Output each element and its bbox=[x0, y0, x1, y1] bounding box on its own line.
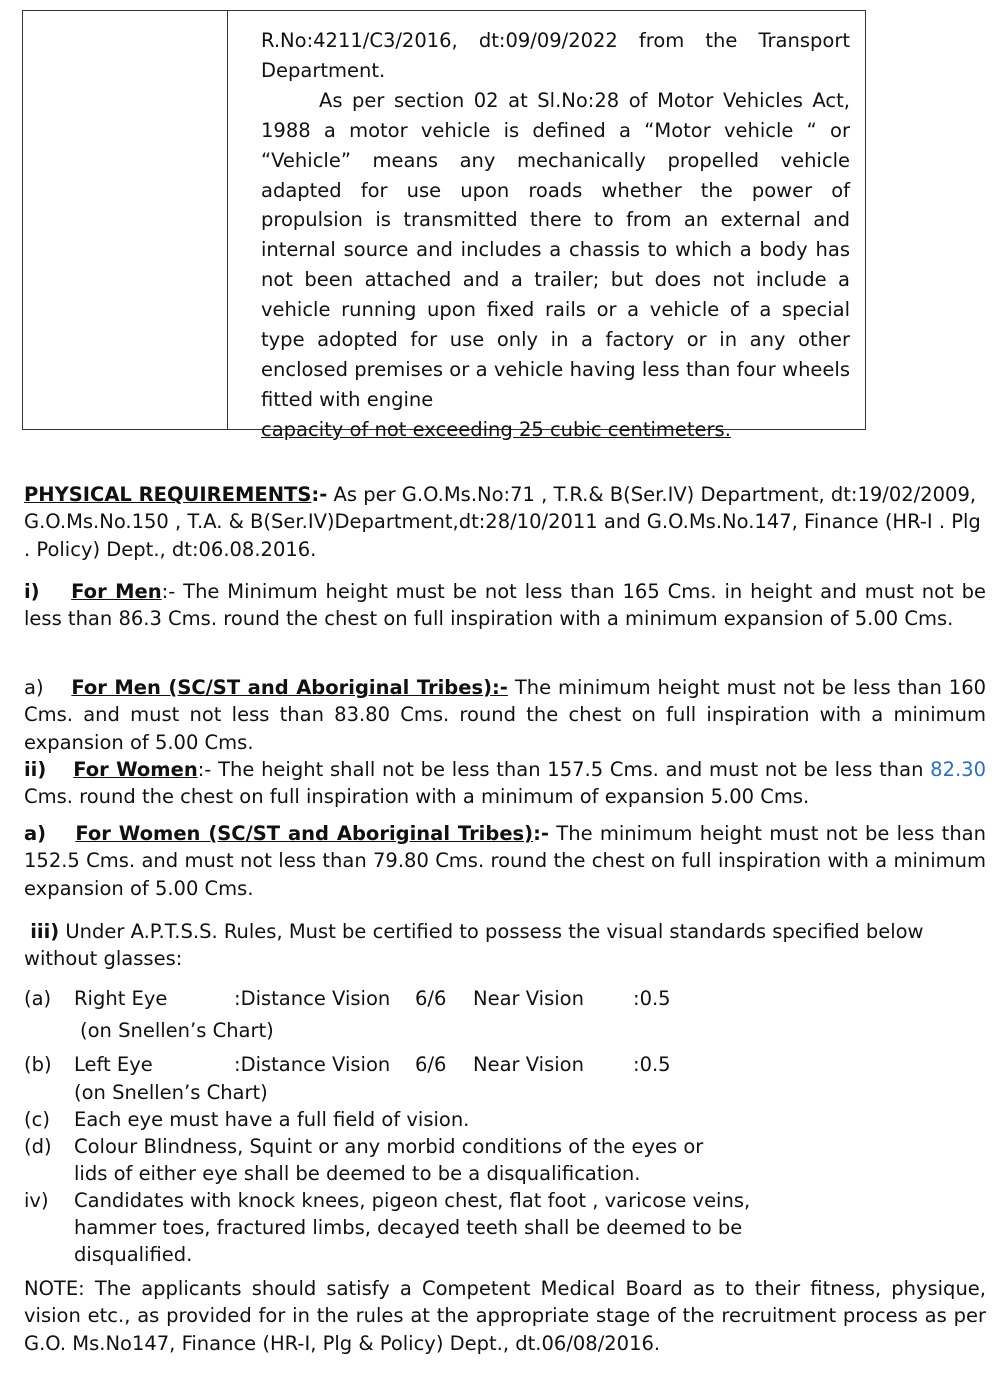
item-iv-text-3: disqualified. bbox=[74, 1243, 193, 1266]
men-requirement bbox=[24, 578, 986, 633]
women-text-2: Cms. round the chest on full inspiration with a minimum of expansion 5.00 Cms. bbox=[24, 785, 810, 809]
left-eye-near-value: :0.5 bbox=[633, 1053, 671, 1076]
men-label: For Men bbox=[71, 580, 162, 603]
women-sc-num: a) bbox=[24, 822, 47, 845]
women-sc-sep: :- bbox=[533, 822, 549, 845]
men-sc-requirement bbox=[24, 674, 986, 756]
note-text: NOTE: The applicants should satisfy a Competent Medical Board as to their fitness, physique, vision etc., as provided for in the rules at the appropriate stage of the recruitment process as per G.O. Ms.No147, Finance (HR-I, Plg & Policy) Dept., dt.06/08/2016. bbox=[24, 1277, 986, 1355]
vision-item-c-label: (c) bbox=[24, 1108, 50, 1131]
right-eye-distance-label: :Distance Vision bbox=[234, 987, 391, 1010]
left-eye-distance-value: 6/6 bbox=[415, 1053, 447, 1076]
vision-item-c-text: Each eye must have a full field of vision. bbox=[74, 1108, 470, 1131]
physical-text: As per G.O.Ms.No:71 , T.R.& B(Ser.IV) Department, dt:19/02/2009, G.O.Ms.No.150 , T.A. & B(Ser.IV)Department,dt:28/10/2011 and G.O.Ms.No.147, Finance (HR-I . Plg . Policy) Dept., dt:06.08.2016. bbox=[24, 483, 981, 561]
item-iv-text-2: hammer toes, fractured limbs, decayed teeth shall be deemed to be bbox=[74, 1216, 743, 1239]
reference-line: R.No:4211/C3/2016, dt:09/09/2022 from the Transport Department. bbox=[261, 29, 850, 82]
men-sc-num: a) bbox=[24, 676, 44, 699]
right-eye-near-label: Near Vision bbox=[473, 987, 584, 1010]
right-eye-row bbox=[24, 985, 984, 1012]
definition-table bbox=[22, 10, 866, 441]
left-eye-row bbox=[24, 1051, 984, 1078]
definition-paragraph: As per section 02 at Sl.No:28 of Motor Vehicles Act, 1988 a motor vehicle is defined a “Motor vehicle “ or “Vehicle” means any mechanically propelled vehicle adapted for use upon roads whether the power of propulsion is transmitted there to from an external and internal source and includes a chassis to which a body has not been attached and a trailer; but does not include a vehicle running upon fixed rails or a vehicle of a special type adopted for use only in a factory or in any other enclosed premises or a vehicle having less than four wheels fitted with engine bbox=[261, 88, 850, 411]
men-sc-label: For Men (SC/ST and Aboriginal Tribes):- bbox=[71, 676, 508, 699]
vision-item-d-text-1: Colour Blindness, Squint or any morbid conditions of the eyes or bbox=[74, 1135, 704, 1158]
women-num: ii) bbox=[24, 758, 47, 781]
item-iv-text-1: Candidates with knock knees, pigeon chest, flat foot , varicose veins, bbox=[74, 1189, 751, 1212]
left-eye-chart-note: (on Snellen’s Chart) bbox=[74, 1081, 268, 1104]
women-sc-requirement bbox=[24, 820, 986, 902]
women-chest-value: 82.30 bbox=[930, 758, 986, 781]
visual-num: iii) bbox=[30, 920, 60, 943]
table-column-divider bbox=[227, 11, 228, 429]
visual-text: Under A.P.T.S.S. Rules, Must be certified to possess the visual standards specified below without glasses: bbox=[24, 920, 924, 971]
women-label: For Women bbox=[73, 758, 198, 781]
right-eye-chart-note: (on Snellen’s Chart) bbox=[80, 1019, 274, 1042]
definition-cell bbox=[261, 26, 850, 445]
physical-heading: PHYSICAL REQUIREMENTS bbox=[24, 483, 312, 506]
left-eye-near-label: Near Vision bbox=[473, 1053, 584, 1076]
men-text: :- The Minimum height must be not less than 165 Cms. in height and must not be less than 86.3 Cms. round the chest on full inspiration with a minimum expansion of 5.00 Cms. bbox=[24, 580, 986, 631]
women-sc-label: For Women (SC/ST and Aboriginal Tribes) bbox=[75, 822, 534, 845]
physical-requirements bbox=[24, 481, 986, 563]
definition-last-line: capacity of not exceeding 25 cubic centimeters. bbox=[261, 417, 731, 441]
women-requirement bbox=[24, 756, 986, 811]
right-eye-label: (a) bbox=[24, 987, 52, 1010]
men-sc-text: The minimum height must not be less than 160 Cms. and must not less than 83.80 Cms. round the chest on full inspiration with a minimum expansion of 5.00 Cms. bbox=[24, 676, 987, 754]
right-eye-name: Right Eye bbox=[74, 987, 168, 1010]
note-paragraph bbox=[24, 1275, 986, 1357]
physical-heading-sep: :- bbox=[311, 483, 328, 506]
vision-item-d-label: (d) bbox=[24, 1135, 52, 1158]
men-num: i) bbox=[24, 580, 40, 603]
visual-standards bbox=[24, 918, 924, 973]
right-eye-distance-value: 6/6 bbox=[415, 987, 447, 1010]
women-text-1: :- The height shall not be less than 157.5 Cms. and must not be less than bbox=[197, 758, 931, 781]
item-iv-label: iv) bbox=[24, 1189, 49, 1212]
women-sc-text: The minimum height must not be less than 152.5 Cms. and must not less than 79.80 Cms. round the chest on full inspiration with a minimum expansion of 5.00 Cms. bbox=[24, 822, 986, 900]
left-eye-label: (b) bbox=[24, 1053, 52, 1076]
left-eye-distance-label: :Distance Vision bbox=[234, 1053, 391, 1076]
vision-item-d-text-2: lids of either eye shall be deemed to be a disqualification. bbox=[74, 1162, 641, 1185]
left-eye-name: Left Eye bbox=[74, 1053, 153, 1076]
right-eye-near-value: :0.5 bbox=[633, 987, 671, 1010]
